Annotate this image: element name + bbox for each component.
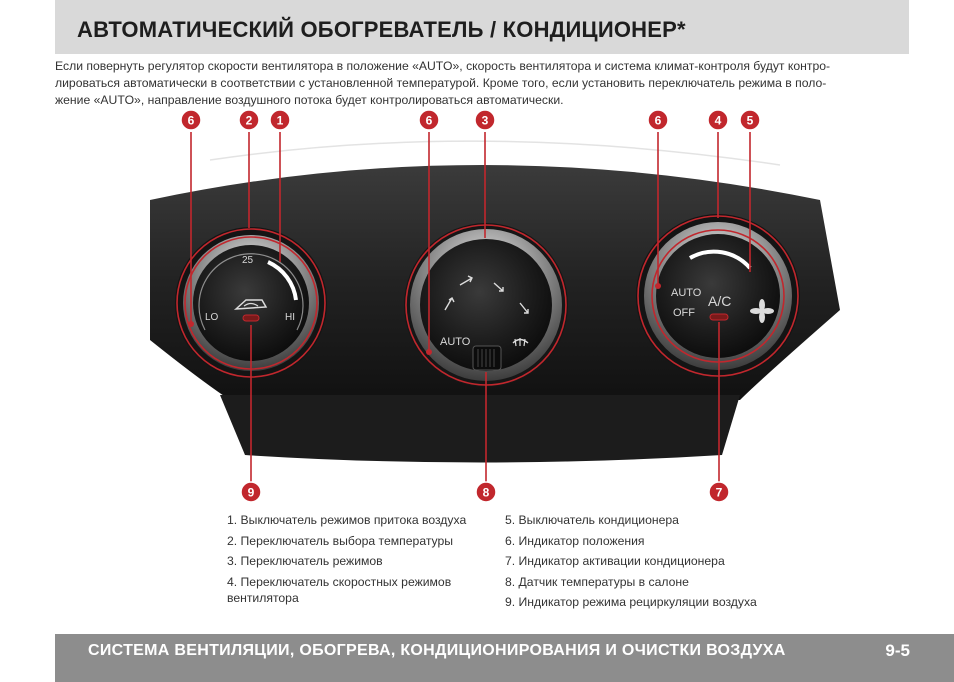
cabin-temperature-sensor <box>473 346 501 370</box>
callout-3 <box>475 110 495 130</box>
fan-off-label: OFF <box>673 307 695 319</box>
callout-5 <box>740 110 760 130</box>
svg-text:6: 6 <box>654 113 662 128</box>
legend-item: 2. Переключатель выбора температуры <box>227 533 454 548</box>
legend-item: 6. Индикатор положения <box>505 533 645 548</box>
svg-text:4: 4 <box>714 113 722 128</box>
svg-text:6: 6 <box>425 113 433 128</box>
temp-lo-label: LO <box>205 312 219 323</box>
svg-text:5: 5 <box>746 113 754 128</box>
fan-speed-knob[interactable] <box>636 214 800 378</box>
temp-hi-label: HI <box>285 312 295 323</box>
recirculation-indicator <box>243 315 259 321</box>
temp-scale-label: 25 <box>242 255 254 266</box>
page-number: 9-5 <box>885 641 910 660</box>
callout-2 <box>239 110 259 130</box>
ac-indicator <box>710 314 728 320</box>
callout-7 <box>709 482 729 502</box>
callout-6-left <box>181 110 201 130</box>
intro-line: лироваться автоматически в соответствии с установленной температурой. Кроме того, если установить переключатель режима в поло- <box>55 76 827 90</box>
callout-8 <box>476 482 496 502</box>
fan-auto-label: AUTO <box>671 287 702 299</box>
svg-text:2: 2 <box>245 113 253 128</box>
svg-text:6: 6 <box>187 113 195 128</box>
legend-right <box>505 512 805 615</box>
callout-9 <box>241 482 261 502</box>
svg-text:8: 8 <box>482 485 490 500</box>
svg-text:7: 7 <box>715 485 723 500</box>
callout-6-center <box>419 110 439 130</box>
svg-text:1: 1 <box>276 113 284 128</box>
page-title: АВТОМАТИЧЕСКИЙ ОБОГРЕВАТЕЛЬ / КОНДИЦИОНЕР* <box>77 17 686 42</box>
legend-item: 9. Индикатор режима рециркуляции воздуха <box>505 595 757 609</box>
section-title: СИСТЕМА ВЕНТИЛЯЦИИ, ОБОГРЕВА, КОНДИЦИОНИРОВАНИЯ И ОЧИСТКИ ВОЗДУХА <box>88 642 786 659</box>
svg-text:9: 9 <box>247 485 255 500</box>
intro-line: Если повернуть регулятор скорости вентилятора в положение «AUTO», скорость вентилятора и система климат-контроля будут контро- <box>55 59 831 73</box>
ac-button-label[interactable]: A/C <box>708 293 732 309</box>
callout-1 <box>270 110 290 130</box>
legend-item: 5. Выключатель кондиционера <box>505 513 679 527</box>
footer-bar <box>55 634 954 682</box>
intro-line: жение «AUTO», направление воздушного потока будет контролироваться автоматически. <box>55 93 564 107</box>
svg-text:3: 3 <box>481 113 489 128</box>
legend-item: 3. Переключатель режимов <box>227 554 383 568</box>
legend-item: 8. Датчик температуры в салоне <box>505 574 689 589</box>
legend-item: 4. Переключатель скоростных режимов вентилятора <box>227 574 452 605</box>
callout-6-right <box>648 110 668 130</box>
legend-item: 7. Индикатор активации кондиционера <box>505 554 725 568</box>
legend-item: 1. Выключатель режимов притока воздуха <box>227 513 467 527</box>
callout-4 <box>708 110 728 130</box>
legend-left <box>227 512 487 611</box>
mode-auto-label: AUTO <box>440 336 471 348</box>
